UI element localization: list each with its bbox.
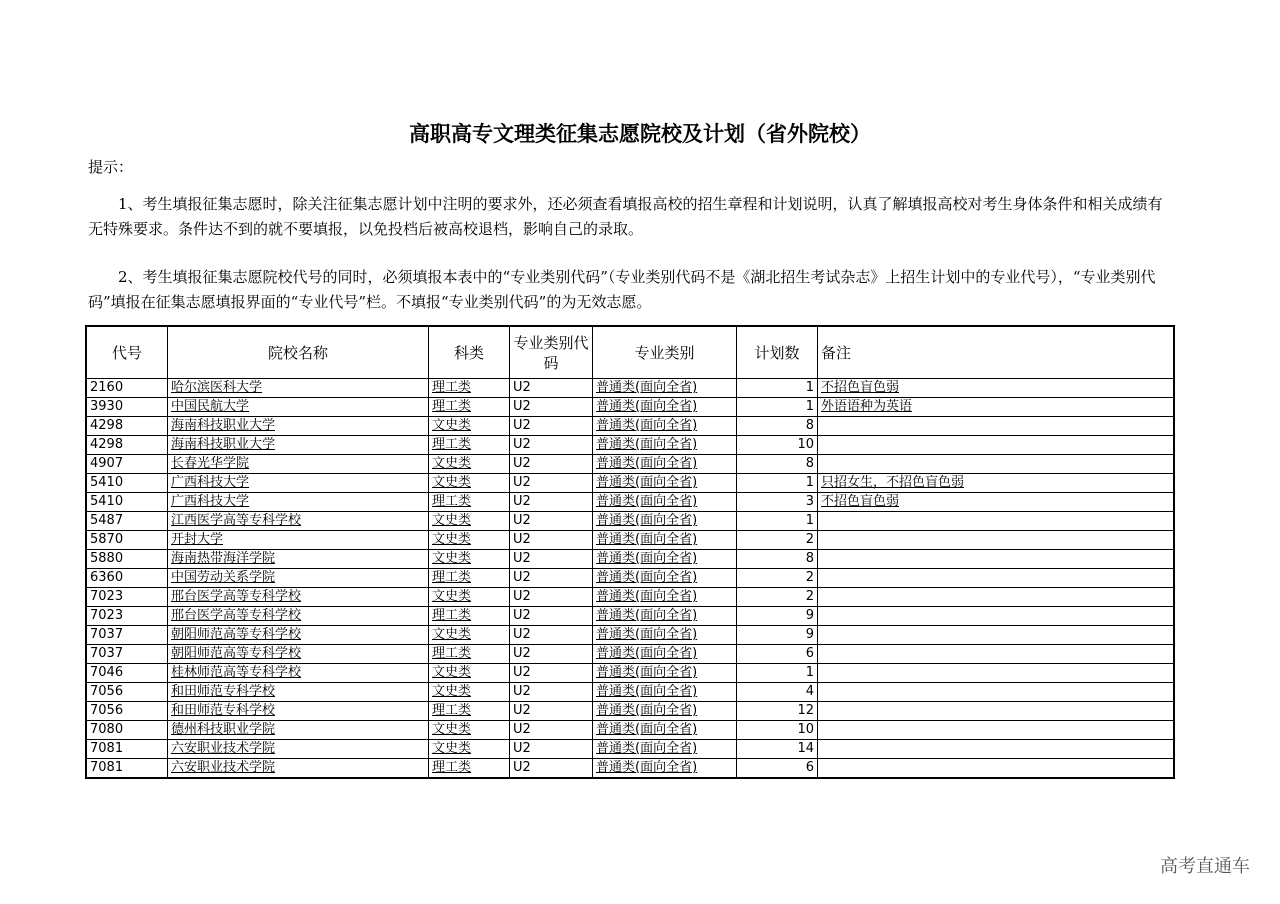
cell-major-code: U2	[510, 683, 593, 702]
cell-code: 7046	[86, 664, 168, 683]
cell-major-code: U2	[510, 417, 593, 436]
cell-remarks	[818, 702, 1175, 721]
cell-remarks	[818, 417, 1175, 436]
cell-plan-count: 9	[737, 626, 818, 645]
cell-school: 哈尔滨医科大学	[168, 379, 429, 398]
cell-school: 德州科技职业学院	[168, 721, 429, 740]
cell-major-type: 普通类(面向全省)	[593, 550, 737, 569]
table-row	[86, 569, 1174, 588]
table-row	[86, 379, 1174, 398]
header-code: 代号	[86, 326, 168, 379]
cell-code: 7023	[86, 607, 168, 626]
table-row	[86, 550, 1174, 569]
table-row	[86, 474, 1174, 493]
cell-major-code: U2	[510, 474, 593, 493]
cell-school: 海南科技职业大学	[168, 436, 429, 455]
watermark: 高考直通车	[1160, 856, 1250, 877]
table-row	[86, 455, 1174, 474]
cell-plan-count: 6	[737, 759, 818, 779]
cell-code: 7081	[86, 740, 168, 759]
table-row	[86, 702, 1174, 721]
header-plan-count: 计划数	[737, 326, 818, 379]
cell-plan-count: 8	[737, 550, 818, 569]
cell-category: 理工类	[429, 493, 510, 512]
cell-plan-count: 6	[737, 645, 818, 664]
cell-major-type: 普通类(面向全省)	[593, 531, 737, 550]
cell-school: 开封大学	[168, 531, 429, 550]
cell-category: 理工类	[429, 645, 510, 664]
cell-major-type: 普通类(面向全省)	[593, 645, 737, 664]
cell-remarks	[818, 569, 1175, 588]
page-title: 高职高专文理类征集志愿院校及计划（省外院校）	[409, 121, 871, 146]
cell-plan-count: 2	[737, 531, 818, 550]
table-row	[86, 645, 1174, 664]
cell-major-code: U2	[510, 531, 593, 550]
header-remarks: 备注	[818, 326, 1175, 379]
cell-school: 桂林师范高等专科学校	[168, 664, 429, 683]
cell-school: 长春光华学院	[168, 455, 429, 474]
cell-remarks	[818, 721, 1175, 740]
cell-plan-count: 10	[737, 721, 818, 740]
cell-plan-count: 1	[737, 512, 818, 531]
cell-school: 朝阳师范高等专科学校	[168, 626, 429, 645]
cell-major-type: 普通类(面向全省)	[593, 702, 737, 721]
cell-major-code: U2	[510, 569, 593, 588]
cell-category: 理工类	[429, 607, 510, 626]
cell-code: 5880	[86, 550, 168, 569]
cell-remarks: 不招色盲色弱	[818, 493, 1175, 512]
cell-code: 4298	[86, 417, 168, 436]
cell-major-type: 普通类(面向全省)	[593, 512, 737, 531]
cell-major-code: U2	[510, 664, 593, 683]
cell-code: 7023	[86, 588, 168, 607]
cell-major-type: 普通类(面向全省)	[593, 626, 737, 645]
cell-code: 7037	[86, 626, 168, 645]
cell-code: 7081	[86, 759, 168, 779]
cell-major-code: U2	[510, 645, 593, 664]
cell-plan-count: 4	[737, 683, 818, 702]
cell-code: 5870	[86, 531, 168, 550]
cell-code: 5410	[86, 474, 168, 493]
cell-school: 邢台医学高等专科学校	[168, 607, 429, 626]
cell-school: 广西科技大学	[168, 474, 429, 493]
cell-major-type: 普通类(面向全省)	[593, 759, 737, 779]
cell-category: 文史类	[429, 531, 510, 550]
cell-plan-count: 14	[737, 740, 818, 759]
cell-school: 江西医学高等专科学校	[168, 512, 429, 531]
cell-major-type: 普通类(面向全省)	[593, 493, 737, 512]
cell-plan-count: 8	[737, 417, 818, 436]
cell-major-code: U2	[510, 740, 593, 759]
cell-remarks	[818, 512, 1175, 531]
cell-category: 理工类	[429, 436, 510, 455]
cell-plan-count: 9	[737, 607, 818, 626]
cell-plan-count: 3	[737, 493, 818, 512]
cell-plan-count: 10	[737, 436, 818, 455]
table-header-row	[86, 326, 1174, 379]
table-row	[86, 721, 1174, 740]
cell-major-code: U2	[510, 436, 593, 455]
cell-remarks	[818, 550, 1175, 569]
cell-school: 朝阳师范高等专科学校	[168, 645, 429, 664]
cell-major-code: U2	[510, 455, 593, 474]
cell-major-type: 普通类(面向全省)	[593, 740, 737, 759]
cell-plan-count: 1	[737, 379, 818, 398]
cell-school: 和田师范专科学校	[168, 683, 429, 702]
table-row	[86, 588, 1174, 607]
cell-remarks	[818, 645, 1175, 664]
cell-code: 7037	[86, 645, 168, 664]
cell-major-code: U2	[510, 607, 593, 626]
cell-remarks	[818, 759, 1175, 779]
cell-major-code: U2	[510, 550, 593, 569]
cell-category: 文史类	[429, 740, 510, 759]
cell-category: 理工类	[429, 569, 510, 588]
cell-major-code: U2	[510, 626, 593, 645]
cell-plan-count: 2	[737, 588, 818, 607]
cell-school: 海南热带海洋学院	[168, 550, 429, 569]
cell-category: 文史类	[429, 455, 510, 474]
hint-label: 提示：	[88, 158, 134, 176]
cell-code: 5410	[86, 493, 168, 512]
cell-plan-count: 1	[737, 398, 818, 417]
cell-plan-count: 12	[737, 702, 818, 721]
table-row	[86, 740, 1174, 759]
cell-category: 文史类	[429, 550, 510, 569]
plan-table	[85, 325, 1175, 779]
cell-code: 4298	[86, 436, 168, 455]
cell-major-type: 普通类(面向全省)	[593, 721, 737, 740]
cell-remarks	[818, 740, 1175, 759]
cell-major-code: U2	[510, 398, 593, 417]
table-row	[86, 683, 1174, 702]
table-row	[86, 531, 1174, 550]
note-2: 2、考生填报征集志愿院校代号的同时，必须填报本表中的“专业类别代码”（专业类别代码不是《湖北招生考试杂志》上招生计划中的专业代号），“专业类别代码”填报在征集志愿填报界面的“专业代号”栏。不填报“专业类别代码”的为无效志愿。	[88, 268, 1156, 311]
cell-remarks: 外语语种为英语	[818, 398, 1175, 417]
cell-remarks: 不招色盲色弱	[818, 379, 1175, 398]
table-row	[86, 417, 1174, 436]
cell-plan-count: 2	[737, 569, 818, 588]
cell-school: 邢台医学高等专科学校	[168, 588, 429, 607]
cell-school: 六安职业技术学院	[168, 759, 429, 779]
cell-major-type: 普通类(面向全省)	[593, 474, 737, 493]
cell-school: 中国劳动关系学院	[168, 569, 429, 588]
cell-category: 理工类	[429, 379, 510, 398]
cell-category: 文史类	[429, 683, 510, 702]
cell-school: 中国民航大学	[168, 398, 429, 417]
cell-plan-count: 1	[737, 474, 818, 493]
cell-remarks	[818, 436, 1175, 455]
cell-remarks	[818, 664, 1175, 683]
cell-major-type: 普通类(面向全省)	[593, 607, 737, 626]
table-row	[86, 759, 1174, 779]
cell-category: 文史类	[429, 588, 510, 607]
cell-school: 和田师范专科学校	[168, 702, 429, 721]
table-row	[86, 664, 1174, 683]
cell-category: 理工类	[429, 759, 510, 779]
cell-major-type: 普通类(面向全省)	[593, 683, 737, 702]
cell-major-type: 普通类(面向全省)	[593, 398, 737, 417]
cell-category: 文史类	[429, 721, 510, 740]
cell-code: 7080	[86, 721, 168, 740]
cell-category: 理工类	[429, 398, 510, 417]
cell-plan-count: 8	[737, 455, 818, 474]
cell-category: 文史类	[429, 664, 510, 683]
table-row	[86, 607, 1174, 626]
header-school: 院校名称	[168, 326, 429, 379]
table-row	[86, 493, 1174, 512]
cell-school: 广西科技大学	[168, 493, 429, 512]
cell-remarks: 只招女生，不招色盲色弱	[818, 474, 1175, 493]
cell-category: 文史类	[429, 512, 510, 531]
cell-remarks	[818, 531, 1175, 550]
cell-major-code: U2	[510, 379, 593, 398]
cell-code: 3930	[86, 398, 168, 417]
table-row	[86, 436, 1174, 455]
cell-remarks	[818, 455, 1175, 474]
cell-major-type: 普通类(面向全省)	[593, 379, 737, 398]
header-major-code: 专业类别代码	[510, 326, 593, 379]
table-row	[86, 398, 1174, 417]
cell-major-type: 普通类(面向全省)	[593, 588, 737, 607]
cell-code: 7056	[86, 683, 168, 702]
cell-plan-count: 1	[737, 664, 818, 683]
cell-major-type: 普通类(面向全省)	[593, 664, 737, 683]
cell-major-type: 普通类(面向全省)	[593, 569, 737, 588]
cell-category: 理工类	[429, 702, 510, 721]
cell-category: 文史类	[429, 417, 510, 436]
cell-major-type: 普通类(面向全省)	[593, 417, 737, 436]
cell-remarks	[818, 626, 1175, 645]
note-1: 1、考生填报征集志愿时，除关注征集志愿计划中注明的要求外，还必须查看填报高校的招生章程和计划说明，认真了解填报高校对考生身体条件和相关成绩有无特殊要求。条件达不到的就不要填报，以免投档后被高校退档，影响自己的录取。	[88, 195, 1163, 238]
cell-major-code: U2	[510, 588, 593, 607]
cell-major-code: U2	[510, 493, 593, 512]
cell-remarks	[818, 607, 1175, 626]
cell-major-type: 普通类(面向全省)	[593, 436, 737, 455]
cell-major-code: U2	[510, 721, 593, 740]
cell-remarks	[818, 588, 1175, 607]
cell-code: 6360	[86, 569, 168, 588]
cell-code: 5487	[86, 512, 168, 531]
cell-school: 海南科技职业大学	[168, 417, 429, 436]
cell-major-code: U2	[510, 759, 593, 779]
header-category: 科类	[429, 326, 510, 379]
cell-code: 4907	[86, 455, 168, 474]
cell-category: 文史类	[429, 474, 510, 493]
cell-major-code: U2	[510, 702, 593, 721]
cell-code: 2160	[86, 379, 168, 398]
cell-code: 7056	[86, 702, 168, 721]
header-major-type: 专业类别	[593, 326, 737, 379]
cell-school: 六安职业技术学院	[168, 740, 429, 759]
table-row	[86, 512, 1174, 531]
cell-category: 文史类	[429, 626, 510, 645]
cell-major-type: 普通类(面向全省)	[593, 455, 737, 474]
cell-remarks	[818, 683, 1175, 702]
cell-major-code: U2	[510, 512, 593, 531]
table-row	[86, 626, 1174, 645]
